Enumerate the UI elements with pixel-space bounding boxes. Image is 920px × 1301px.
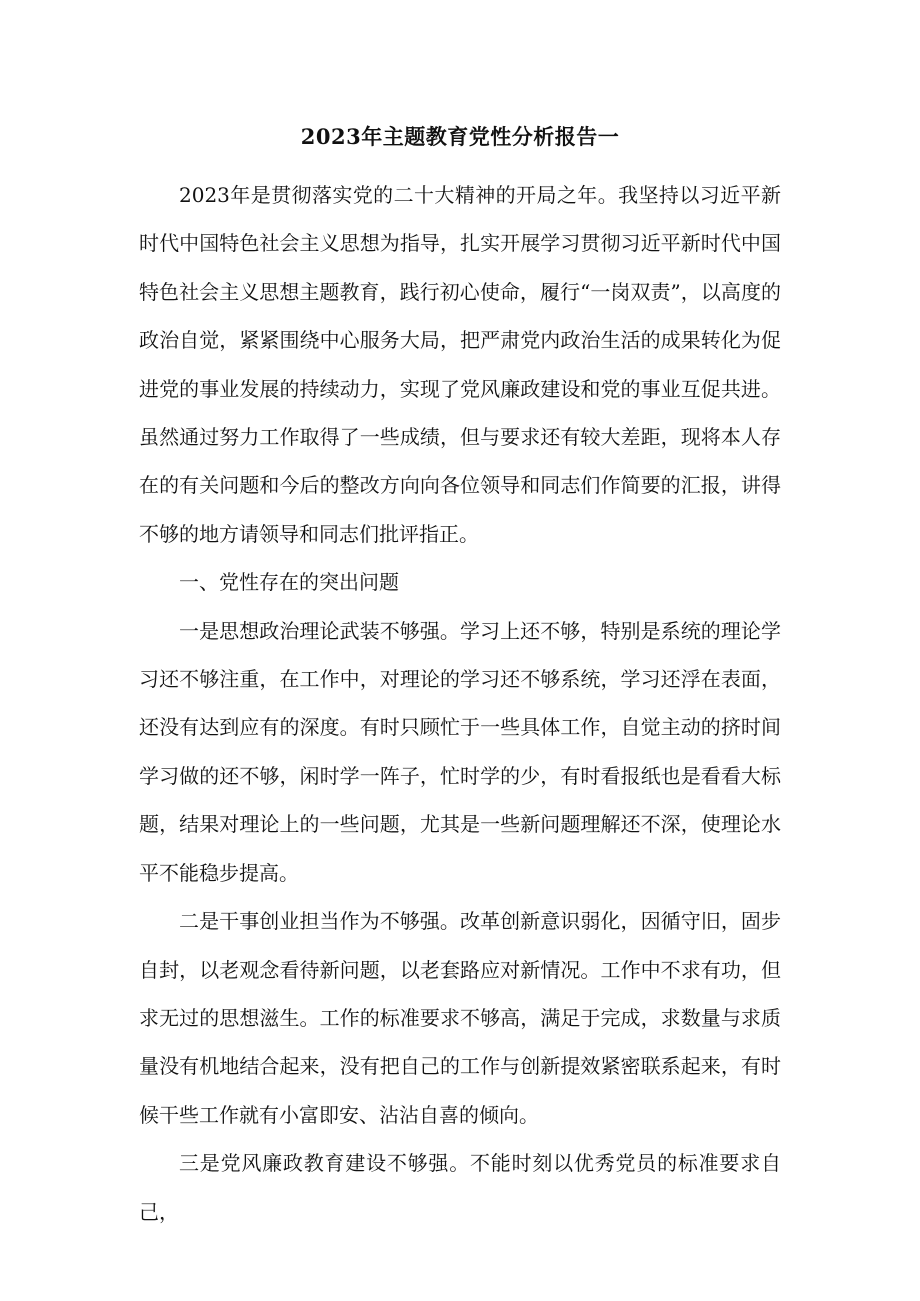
document-title: 2023年主题教育党性分析报告一 [300, 124, 620, 149]
document-body [139, 171, 781, 1236]
intro-paragraph: 2023年是贯彻落实党的二十大精神的开局之年。我坚持以习近平新时代中国特色社会主义思想为指导，扎实开展学习贯彻习近平新时代中国特色社会主义思想主题教育，践行初心使命，履行“一岗双责”，以高度的政治自觉，紧紧围绕中心服务大局，把严肃党内政治生活的成果转化为促进党的事业发展的持续动力，实现了党风廉政建设和党的事业互促共进。虽然通过努力工作取得了一些成绩，但与要求还有较大差距，现将本人存在的有关问题和今后的整改方向向各位领导和同志们作简要的汇报，讲得不够的地方请领导和同志们批评指正。 [139, 183, 781, 546]
problem-paragraph-1: 一是思想政治理论武装不够强。学习上还不够，特别是系统的理论学习还不够注重，在工作中，对理论的学习还不够系统，学习还浮在表面，还没有达到应有的深度。有时只顾忙于一些具体工作，自觉主动的挤时间学习做的还不够，闲时学一阵子，忙时学的少，有时看报纸也是看看大标题，结果对理论上的一些问题，尤其是一些新问题理解还不深，使理论水平不能稳步提高。 [139, 618, 781, 885]
section-heading: 一、党性存在的突出问题 [179, 570, 399, 595]
problem-paragraph-3: 三是党风廉政教育建设不够强。不能时刻以优秀党员的标准要求自己， [139, 1151, 781, 1224]
problem-paragraph-2: 二是干事创业担当作为不够强。改革创新意识弱化，因循守旧，固步自封，以老观念看待新问题，以老套路应对新情况。工作中不求有功，但求无过的思想滋生。工作的标准要求不够高，满足于完成，求数量与求质量没有机地结合起来，没有把自己的工作与创新提效紧密联系起来，有时候干些工作就有小富即安、沾沾自喜的倾向。 [139, 909, 781, 1127]
